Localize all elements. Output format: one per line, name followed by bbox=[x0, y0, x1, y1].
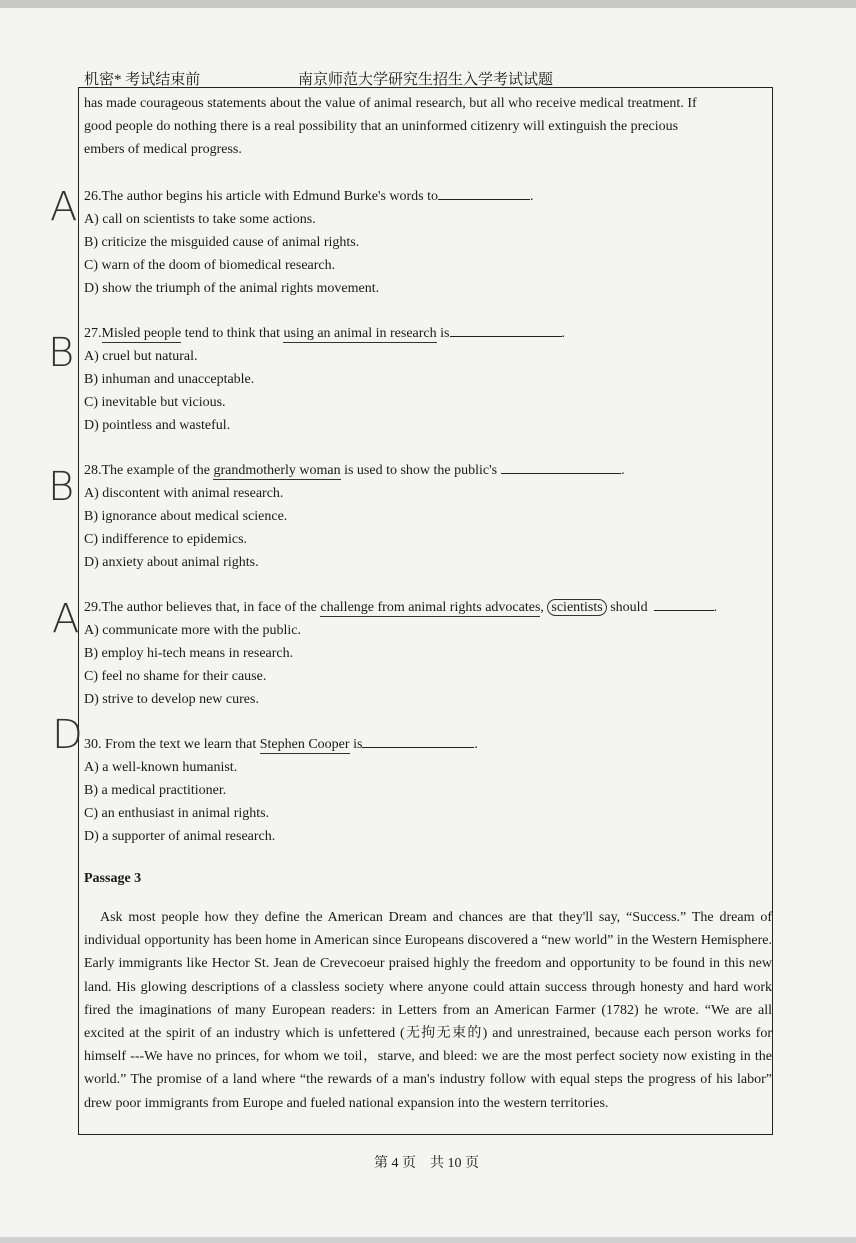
option-c[interactable]: C) inevitable but vicious. bbox=[84, 395, 226, 410]
option-a[interactable]: A) cruel but natural. bbox=[84, 349, 198, 364]
question-28 bbox=[84, 459, 774, 574]
intro-line: embers of medical progress. bbox=[84, 142, 242, 157]
question-stem: 26.The author begins his article with Edmund Burke's words to . bbox=[84, 185, 774, 208]
exam-title: 南京师范大学研究生招生入学考试试题 bbox=[298, 72, 554, 88]
handwritten-mark-q30: D bbox=[52, 712, 83, 758]
option-b[interactable]: B) criticize the misguided cause of animal rights. bbox=[84, 235, 360, 250]
scan-bottom-edge bbox=[0, 1237, 856, 1243]
option-a[interactable]: A) communicate more with the public. bbox=[84, 623, 301, 638]
answer-blank[interactable] bbox=[501, 459, 621, 474]
question-stem: 29.The author believes that, in face of the challenge from animal rights advocates, scientists should . bbox=[84, 596, 774, 619]
handwritten-mark-q28: B bbox=[48, 464, 75, 510]
option-d[interactable]: D) strive to develop new cures. bbox=[84, 692, 259, 707]
question-stem: 27.Misled people tend to think that using an animal in research is . bbox=[84, 322, 774, 345]
passage-title: Passage 3 bbox=[84, 871, 142, 886]
answer-blank[interactable] bbox=[450, 322, 562, 337]
handwritten-mark-q27: B bbox=[48, 330, 75, 376]
option-d[interactable]: D) a supporter of animal research. bbox=[84, 829, 276, 844]
option-a[interactable]: A) a well-known humanist. bbox=[84, 760, 238, 775]
question-stem: 30. From the text we learn that Stephen Cooper is . bbox=[84, 733, 774, 756]
option-d[interactable]: D) show the triumph of the animal rights movement. bbox=[84, 281, 380, 296]
question-26 bbox=[84, 185, 774, 300]
handwritten-mark-q29: A bbox=[52, 596, 80, 642]
option-a[interactable]: A) call on scientists to take some actions. bbox=[84, 212, 316, 227]
question-30 bbox=[84, 733, 774, 848]
intro-line: good people do nothing there is a real possibility that an uninformed citizenry will extinguish the precious bbox=[84, 119, 679, 134]
circled-word: scientists bbox=[547, 599, 606, 616]
option-c[interactable]: C) indifference to epidemics. bbox=[84, 532, 248, 547]
option-b[interactable]: B) ignorance about medical science. bbox=[84, 509, 288, 524]
answer-blank[interactable] bbox=[362, 733, 474, 748]
option-c[interactable]: C) feel no shame for their cause. bbox=[84, 669, 267, 684]
answer-blank[interactable] bbox=[654, 596, 714, 611]
passage-text: Ask most people how they define the American Dream and chances are that they'll say, “Success.” The dream of individual opportunity has been home in American since Europeans discovered a “new world” in the Western Hemisphere. Early immigrants like Hector St. Jean de Crevecoeur praised highly the freedom and opportunity to be found in this new land. His glowing descriptions of a classless society where anyone could attain success through honesty and hard work fired the imaginations of many European readers: in Letters from an American Farmer (1782) he wrote. “We are all excited at the spirit of an industry which is unfettered (无拘无束的) and unrestrained, because each person works for himself ---We have no princes, for whom we toil，starve, and bleed: we are the most perfect society now existing in the world.” The promise of a land where “the rewards of a man's industry follow with equal steps the progress of his labor” drew poor immigrants from Europe and fueled national expansion into the western territories. bbox=[84, 910, 772, 1111]
option-d[interactable]: D) pointless and wasteful. bbox=[84, 418, 231, 433]
handwritten-mark-q26: A bbox=[50, 184, 78, 230]
question-stem: 28.The example of the grandmotherly woman is used to show the public's . bbox=[84, 459, 774, 482]
question-29 bbox=[84, 596, 774, 711]
page-number: 第 4 页 共 10 页 bbox=[374, 1156, 479, 1171]
intro-line: has made courageous statements about the value of animal research, but all who receive medical treatment. If bbox=[84, 96, 697, 111]
option-b[interactable]: B) a medical practitioner. bbox=[84, 783, 227, 798]
option-d[interactable]: D) anxiety about animal rights. bbox=[84, 555, 259, 570]
option-b[interactable]: B) employ hi-tech means in research. bbox=[84, 646, 294, 661]
confidential-label: 机密* 考试结束前 bbox=[84, 72, 201, 88]
option-c[interactable]: C) an enthusiast in animal rights. bbox=[84, 806, 270, 821]
answer-blank[interactable] bbox=[438, 185, 530, 200]
option-a[interactable]: A) discontent with animal research. bbox=[84, 486, 284, 501]
scan-top-edge bbox=[0, 0, 856, 8]
option-b[interactable]: B) inhuman and unacceptable. bbox=[84, 372, 255, 387]
question-27 bbox=[84, 322, 774, 437]
option-c[interactable]: C) warn of the doom of biomedical research. bbox=[84, 258, 336, 273]
